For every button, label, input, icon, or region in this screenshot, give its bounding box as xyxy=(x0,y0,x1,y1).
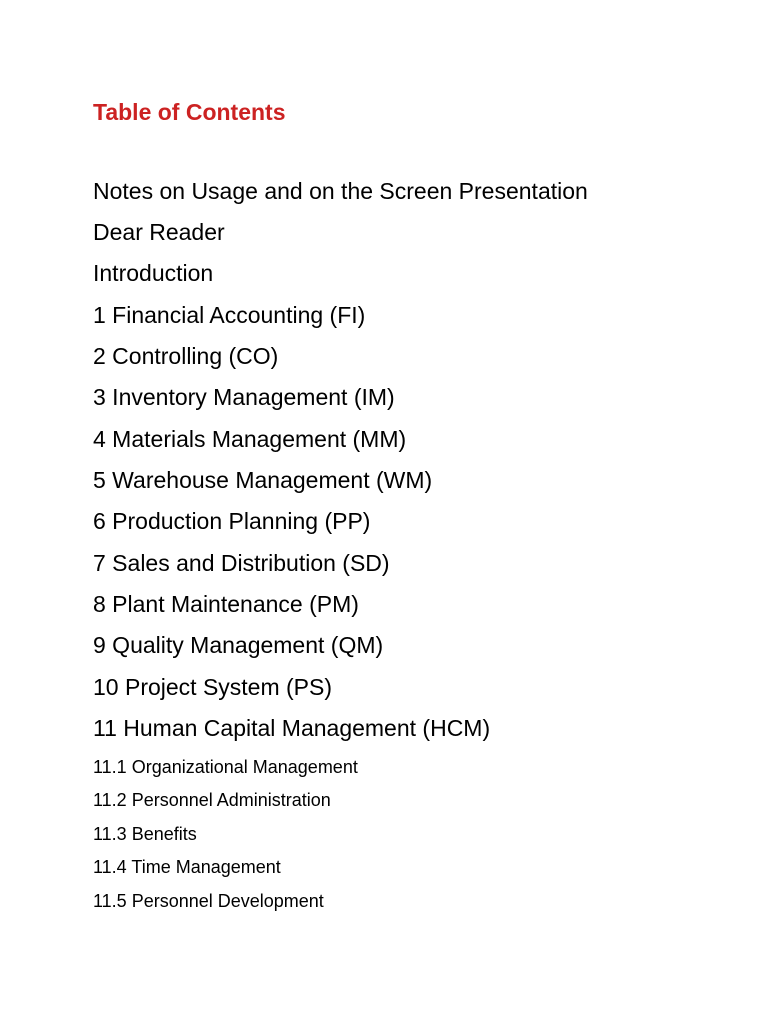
toc-entry: Notes on Usage and on the Screen Presentation xyxy=(93,178,588,204)
toc-subentry: 11.4 Time Management xyxy=(93,857,281,877)
toc-subentry: 11.3 Benefits xyxy=(93,824,197,844)
toc-entry: 7 Sales and Distribution (SD) xyxy=(93,550,390,576)
toc-entry: 4 Materials Management (MM) xyxy=(93,426,407,452)
toc-entry: 1 Financial Accounting (FI) xyxy=(93,302,366,328)
toc-subentry: 11.1 Organizational Management xyxy=(93,757,358,777)
toc-entry: Dear Reader xyxy=(93,219,225,245)
toc-entry: 8 Plant Maintenance (PM) xyxy=(93,591,359,617)
toc-entry: 3 Inventory Management (IM) xyxy=(93,384,395,410)
toc-entry: 5 Warehouse Management (WM) xyxy=(93,467,433,493)
toc-entry: 9 Quality Management (QM) xyxy=(93,632,384,658)
toc-subentry: 11.2 Personnel Administration xyxy=(93,790,331,810)
toc-entry: 10 Project System (PS) xyxy=(93,674,333,700)
toc-entry: 2 Controlling (CO) xyxy=(93,343,279,369)
toc-entry: 11 Human Capital Management (HCM) xyxy=(93,715,491,741)
toc-entry: Introduction xyxy=(93,260,214,286)
toc-subentry: 11.5 Personnel Development xyxy=(93,891,324,911)
toc-entry: 6 Production Planning (PP) xyxy=(93,508,371,534)
toc-title: Table of Contents xyxy=(93,99,286,125)
